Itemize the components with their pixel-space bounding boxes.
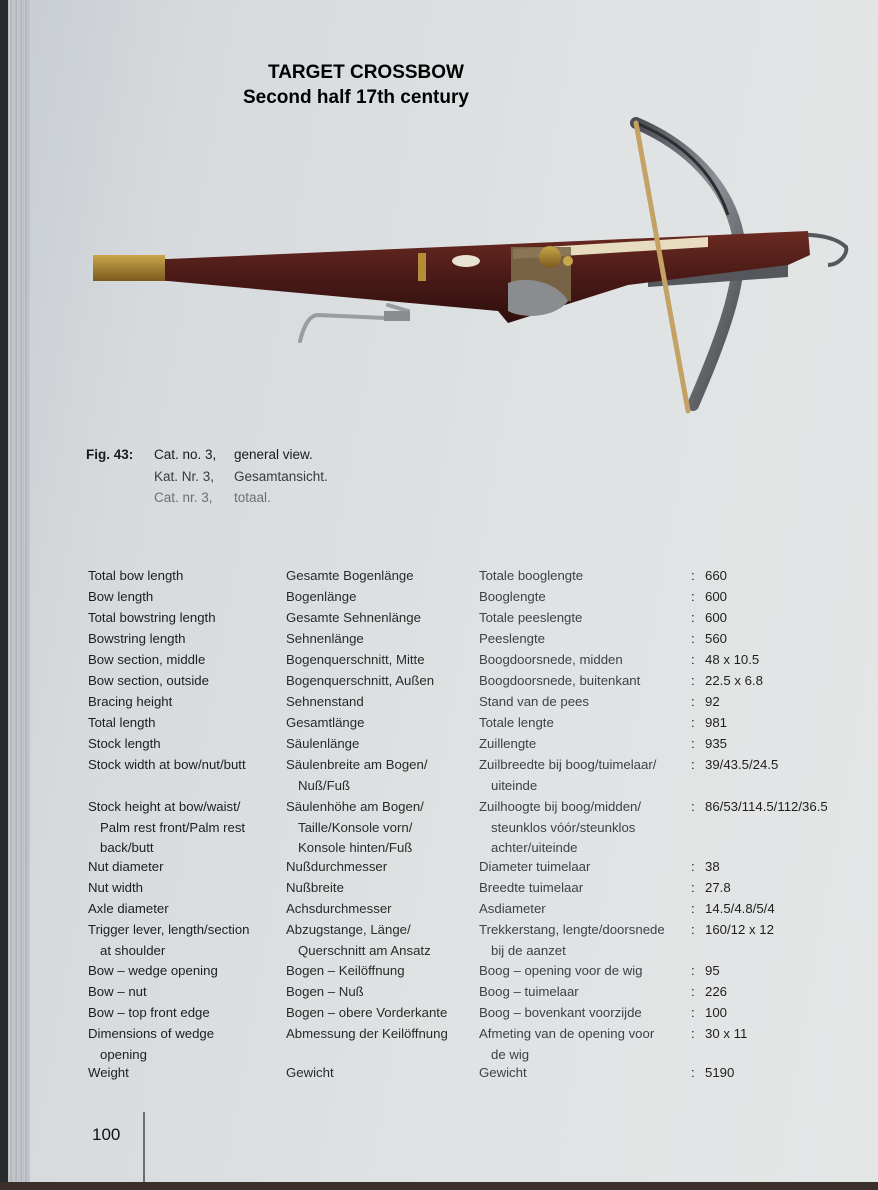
cell-line: Sehnenlänge <box>286 631 364 646</box>
value-text: 226 <box>705 984 728 999</box>
cell-line: Booglengte <box>479 589 546 604</box>
spec-name-nl <box>479 713 679 734</box>
spec-name-de <box>286 1024 471 1045</box>
spec-name-nl <box>479 671 679 692</box>
value-text: 100 <box>705 1005 728 1020</box>
value-separator: : <box>691 610 695 625</box>
value-separator: : <box>691 736 695 751</box>
spec-value <box>691 961 866 982</box>
spec-value <box>691 755 866 776</box>
value-separator: : <box>691 880 695 895</box>
cell-line: at shoulder <box>100 942 166 958</box>
cell-line: uiteinde <box>491 777 538 793</box>
cell-line: Nußdurchmesser <box>286 859 388 874</box>
value-text: 600 <box>705 610 728 625</box>
value-separator: : <box>691 922 695 937</box>
cell-line: Stock length <box>88 736 161 751</box>
value-text: 600 <box>705 589 728 604</box>
caption-text-en: general view. <box>234 447 313 462</box>
spec-name-nl <box>479 982 679 1003</box>
spec-name-en <box>88 982 278 1003</box>
spec-name-de <box>286 1063 471 1084</box>
spec-name-en <box>88 713 278 734</box>
cell-line: Säulenlänge <box>286 736 360 751</box>
spec-value <box>691 920 866 941</box>
spec-name-en <box>88 587 278 608</box>
value-separator: : <box>691 589 695 604</box>
spec-name-de <box>286 961 471 982</box>
value-text: 660 <box>705 568 728 583</box>
figure-label: Fig. 43: <box>86 447 134 462</box>
book-bottom-edge <box>0 1182 878 1190</box>
spec-name-nl <box>479 650 679 671</box>
cell-line: Dimensions of wedge <box>88 1026 215 1041</box>
value-text: 981 <box>705 715 728 730</box>
cell-line: Querschnitt am Ansatz <box>298 942 431 958</box>
caption-ref-en: Cat. no. 3, <box>154 447 217 462</box>
spec-name-de <box>286 587 471 608</box>
cell-line: Stand van de pees <box>479 694 589 709</box>
spec-value <box>691 587 866 608</box>
spec-value <box>691 713 866 734</box>
cell-line: Bogen – Keilöffnung <box>286 963 405 978</box>
spec-value <box>691 608 866 629</box>
value-text: 160/12 x 12 <box>705 922 774 937</box>
cell-line: Bow – wedge opening <box>88 963 218 978</box>
cell-line: de wig <box>491 1046 530 1062</box>
spec-name-nl <box>479 734 679 755</box>
cell-line: Säulenhöhe am Bogen/ <box>286 799 424 814</box>
cell-line: Gesamte Bogenlänge <box>286 568 414 583</box>
spec-name-en <box>88 899 278 920</box>
spec-name-nl <box>479 1063 679 1084</box>
spec-name-nl <box>479 878 679 899</box>
cell-line: Sehnenstand <box>286 694 364 709</box>
spec-name-nl <box>479 857 679 878</box>
spec-name-de <box>286 671 471 692</box>
spec-value <box>691 1024 866 1045</box>
spec-value <box>691 982 866 1003</box>
spec-name-en <box>88 734 278 755</box>
cell-line: Weight <box>88 1065 129 1080</box>
value-separator: : <box>691 963 695 978</box>
cell-line: Breedte tuimelaar <box>479 880 584 895</box>
spec-value <box>691 1063 866 1084</box>
spec-name-nl <box>479 899 679 920</box>
spec-value <box>691 857 866 878</box>
cell-line: Bow section, outside <box>88 673 209 688</box>
spec-value <box>691 629 866 650</box>
cell-line: opening <box>100 1046 147 1062</box>
value-separator: : <box>691 799 695 814</box>
value-text: 935 <box>705 736 728 751</box>
cell-line: Boogdoorsnede, buitenkant <box>479 673 641 688</box>
spec-name-en <box>88 1063 278 1084</box>
cell-line: Total length <box>88 715 156 730</box>
spec-name-nl <box>479 566 679 587</box>
value-separator: : <box>691 757 695 772</box>
value-separator: : <box>691 901 695 916</box>
page-title: TARGET CROSSBOW <box>268 62 464 83</box>
cell-line: Abmessung der Keilöffnung <box>286 1026 448 1041</box>
cell-line: Bowstring length <box>88 631 186 646</box>
value-separator: : <box>691 673 695 688</box>
cell-line: Bogen – Nuß <box>286 984 364 999</box>
spec-name-de <box>286 1003 471 1024</box>
cell-line: Boog – tuimelaar <box>479 984 579 999</box>
cell-line: Zuillengte <box>479 736 537 751</box>
cell-line: Bogenquerschnitt, Mitte <box>286 652 425 667</box>
cell-line: Totale booglengte <box>479 568 584 583</box>
spec-name-nl <box>479 587 679 608</box>
spec-value <box>691 797 866 818</box>
value-separator: : <box>691 1005 695 1020</box>
cell-line: Diameter tuimelaar <box>479 859 591 874</box>
spec-name-nl <box>479 920 679 961</box>
cell-line: Peeslengte <box>479 631 545 646</box>
cell-line: Totale lengte <box>479 715 554 730</box>
spec-name-de <box>286 692 471 713</box>
caption-ref-de: Kat. Nr. 3, <box>154 469 215 484</box>
spec-name-nl <box>479 629 679 650</box>
value-text: 27.8 <box>705 880 731 895</box>
spec-name-en <box>88 878 278 899</box>
value-separator: : <box>691 715 695 730</box>
cell-line: Stock width at bow/nut/butt <box>88 757 246 772</box>
value-text: 95 <box>705 963 720 978</box>
cell-line: Abzugstange, Länge/ <box>286 922 411 937</box>
cell-line: Konsole hinten/Fuß <box>298 840 413 855</box>
spec-name-en <box>88 671 278 692</box>
cell-line: Bow – nut <box>88 984 147 999</box>
cell-line: steunklos vóór/steunklos <box>491 819 636 835</box>
cell-line: Zuilhoogte bij boog/midden/ <box>479 799 642 814</box>
spec-name-en <box>88 755 278 776</box>
spec-name-de <box>286 629 471 650</box>
value-separator: : <box>691 1065 695 1080</box>
cell-line: Nut diameter <box>88 859 164 874</box>
spec-name-en <box>88 1003 278 1024</box>
cell-line: Axle diameter <box>88 901 169 916</box>
value-separator: : <box>691 568 695 583</box>
crossbow-photo <box>88 115 858 415</box>
cell-line: Gewicht <box>479 1065 527 1080</box>
value-text: 5190 <box>705 1065 735 1080</box>
spec-name-de <box>286 920 471 961</box>
cell-line: Bow length <box>88 589 154 604</box>
spec-name-de <box>286 608 471 629</box>
spec-name-de <box>286 566 471 587</box>
spec-name-nl <box>479 1003 679 1024</box>
spec-name-en <box>88 857 278 878</box>
value-separator: : <box>691 652 695 667</box>
spec-name-de <box>286 650 471 671</box>
value-text: 92 <box>705 694 720 709</box>
caption-ref-nl: Cat. nr. 3, <box>154 490 213 505</box>
spec-value <box>691 671 866 692</box>
value-separator: : <box>691 859 695 874</box>
spec-name-en <box>88 797 278 859</box>
book-page <box>8 0 878 1182</box>
spec-value <box>691 899 866 920</box>
value-separator: : <box>691 1026 695 1041</box>
cell-line: Bogenlänge <box>286 589 357 604</box>
spec-name-de <box>286 755 471 796</box>
page-stack-edge <box>8 0 30 1182</box>
spec-name-en <box>88 608 278 629</box>
value-text: 39/43.5/24.5 <box>705 757 779 772</box>
spec-name-nl <box>479 755 679 796</box>
cell-line: Stock height at bow/waist/ <box>88 799 241 814</box>
page-rule <box>143 1112 145 1182</box>
spec-name-nl <box>479 961 679 982</box>
cell-line: Nußbreite <box>286 880 344 895</box>
cell-line: Bow – top front edge <box>88 1005 210 1020</box>
cell-line: Bow section, middle <box>88 652 206 667</box>
value-separator: : <box>691 984 695 999</box>
cell-line: Asdiameter <box>479 901 546 916</box>
spec-name-nl <box>479 1024 679 1065</box>
value-text: 86/53/114.5/112/36.5 <box>705 799 828 814</box>
cell-line: Gesamtlänge <box>286 715 365 730</box>
spec-name-en <box>88 650 278 671</box>
caption-text-de: Gesamtansicht. <box>234 469 328 484</box>
spec-name-de <box>286 982 471 1003</box>
spec-value <box>691 734 866 755</box>
spec-name-nl <box>479 797 679 859</box>
cell-line: Trigger lever, length/section <box>88 922 250 937</box>
cell-line: Bogen – obere Vorderkante <box>286 1005 448 1020</box>
cell-line: back/butt <box>100 840 154 855</box>
spec-name-en <box>88 566 278 587</box>
page-number: 100 <box>92 1125 121 1144</box>
cell-line: Palm rest front/Palm rest <box>100 819 246 835</box>
value-text: 30 x 11 <box>705 1026 748 1041</box>
spec-value <box>691 878 866 899</box>
cell-line: Bogenquerschnitt, Außen <box>286 673 435 688</box>
cell-line: Zuilbreedte bij boog/tuimelaar/ <box>479 757 657 772</box>
cell-line: Boogdoorsnede, midden <box>479 652 623 667</box>
page-subtitle: Second half 17th century <box>243 87 469 108</box>
value-text: 14.5/4.8/5/4 <box>705 901 775 916</box>
cell-line: Gewicht <box>286 1065 334 1080</box>
cell-line: Total bow length <box>88 568 184 583</box>
value-text: 560 <box>705 631 728 646</box>
spec-name-de <box>286 899 471 920</box>
spec-name-nl <box>479 608 679 629</box>
cell-line: Säulenbreite am Bogen/ <box>286 757 428 772</box>
cell-line: Totale peeslengte <box>479 610 583 625</box>
cell-line: Boog – opening voor de wig <box>479 963 643 978</box>
spec-name-en <box>88 629 278 650</box>
cell-line: Gesamte Sehnenlänge <box>286 610 421 625</box>
spec-name-en <box>88 961 278 982</box>
value-text: 22.5 x 6.8 <box>705 673 763 688</box>
spec-name-de <box>286 734 471 755</box>
spec-name-en <box>88 692 278 713</box>
cell-line: Trekkerstang, lengte/doorsnede <box>479 922 665 937</box>
cell-line: Achsdurchmesser <box>286 901 392 916</box>
cell-line: bij de aanzet <box>491 942 566 958</box>
cell-line: Total bowstring length <box>88 610 216 625</box>
cell-line: Nuß/Fuß <box>298 777 351 793</box>
spec-value <box>691 650 866 671</box>
spec-name-de <box>286 713 471 734</box>
spec-name-de <box>286 857 471 878</box>
cell-line: Bracing height <box>88 694 173 709</box>
cell-line: achter/uiteinde <box>491 840 578 855</box>
caption-text-nl: totaal. <box>234 490 271 505</box>
spec-name-en <box>88 1024 278 1065</box>
cell-line: Taille/Konsole vorn/ <box>298 819 413 835</box>
cell-line: Afmeting van de opening voor <box>479 1026 655 1041</box>
spec-value <box>691 692 866 713</box>
value-text: 48 x 10.5 <box>705 652 760 667</box>
value-separator: : <box>691 631 695 646</box>
spec-name-nl <box>479 692 679 713</box>
cell-line: Boog – bovenkant voorzijde <box>479 1005 642 1020</box>
spec-value <box>691 1003 866 1024</box>
value-separator: : <box>691 694 695 709</box>
cell-line: Nut width <box>88 880 143 895</box>
spec-name-en <box>88 920 278 961</box>
spec-name-de <box>286 797 471 859</box>
spec-value <box>691 566 866 587</box>
spec-name-de <box>286 878 471 899</box>
value-text: 38 <box>705 859 720 874</box>
